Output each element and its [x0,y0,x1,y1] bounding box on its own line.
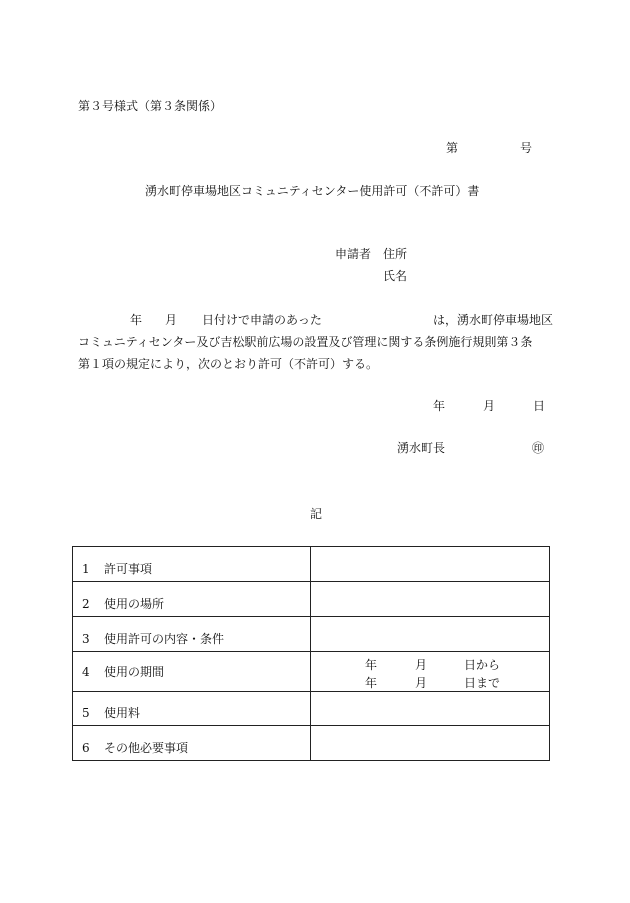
period-to-line [311,672,549,690]
table-item-cell [73,582,311,617]
item-number: 6 [82,741,90,755]
item-number: 4 [82,665,90,679]
date-day-label: 日 [533,399,546,413]
document-number-label: 第 [446,141,459,155]
period-from-day: 日から [464,657,501,672]
item-number: 3 [82,632,90,646]
body-month-label: 月 [165,313,178,327]
table-row [73,692,550,726]
table-item-cell [73,547,311,582]
seal-icon: ㊞ [532,441,545,455]
table-row [73,582,550,617]
table-item-cell [73,617,311,652]
body-line1-end: は，湧水町停車場地区 [433,313,554,327]
date-month-label: 月 [483,399,496,413]
form-number-title: 第３号様式（第３条関係） [78,99,223,113]
table-value-cell [311,582,550,617]
table-item-cell [73,692,311,726]
table-row [73,726,550,761]
body-year-label: 年 [130,313,143,327]
usage-period-cell [311,652,550,692]
item-label: 使用の期間 [104,665,165,679]
period-from-line [311,654,549,672]
table-item-cell [73,652,311,692]
item-label: 許可事項 [104,562,153,576]
item-label: 使用の場所 [104,597,165,611]
table-row [73,547,550,582]
period-from-month: 月 [415,657,428,672]
body-line3: 第１項の規定により，次のとおり許可（不許可）する。 [78,357,379,371]
period-to-year: 年 [365,675,378,690]
item-label: その他必要事項 [104,741,189,755]
period-to-month: 月 [415,675,428,690]
applicant-label: 申請者 [335,247,372,261]
detail-table [72,546,550,761]
item-label: 使用料 [104,706,141,720]
document-title: 湧水町停車場地区コミュニティセンター使用許可（不許可）書 [145,184,480,198]
body-line1-middle: 日付けで申請のあった [202,313,322,327]
table-value-cell [311,617,550,652]
item-number: 2 [82,597,90,611]
signer-title: 湧水町長 [397,441,446,455]
ki-heading: 記 [310,507,323,521]
document-number-suffix: 号 [520,141,533,155]
item-number: 1 [82,562,90,576]
date-year-label: 年 [433,399,446,413]
item-number: 5 [82,706,90,720]
period-from-year: 年 [365,657,378,672]
table-row [73,617,550,652]
table-value-cell [311,726,550,761]
table-row [73,652,550,692]
address-label: 住所 [383,247,408,261]
period-to-day: 日まで [464,675,501,690]
body-line2: コミュニティセンター及び吉松駅前広場の設置及び管理に関する条例施行規則第３条 [78,335,533,349]
table-value-cell [311,547,550,582]
name-label: 氏名 [383,269,408,283]
table-value-cell [311,692,550,726]
table-item-cell [73,726,311,761]
item-label: 使用許可の内容・条件 [104,632,225,646]
